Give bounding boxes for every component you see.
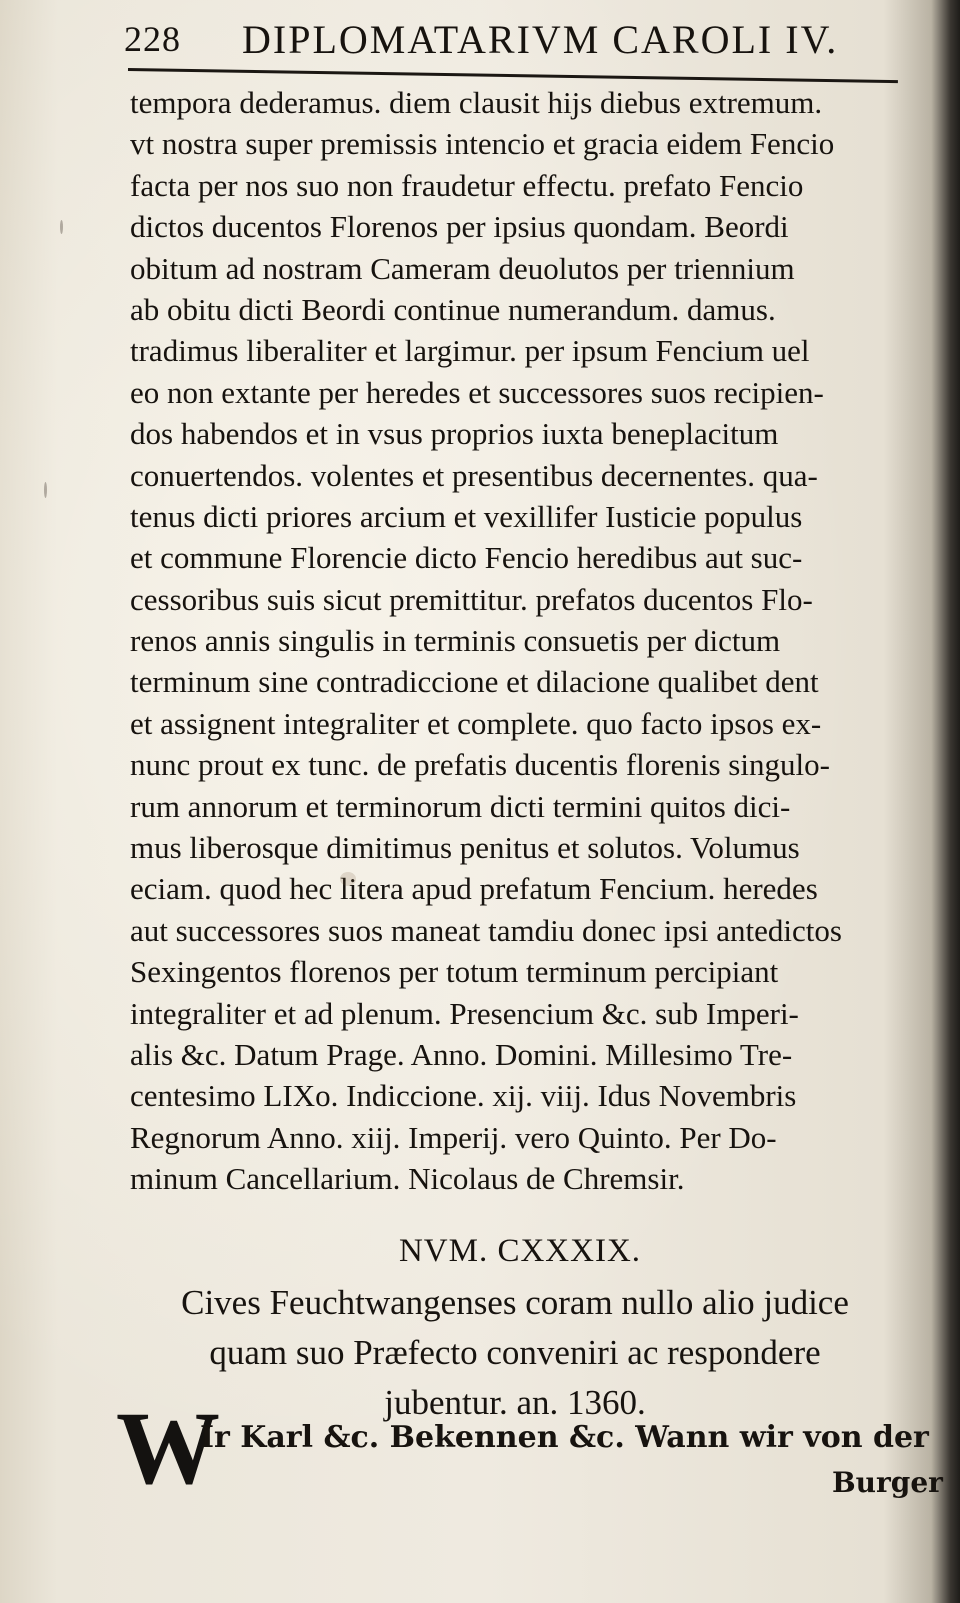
document-number-heading: NVM. CXXXIX. [398,1233,642,1269]
text-line: dictos ducentos Florenos per ipsius quondam. Beordi [130,209,789,245]
text-line: alis &c. Datum Prage. Anno. Domini. Millesimo Tre- [130,1036,793,1072]
text-line: terminum sine contradiccione et dilacione qualibet dent [130,664,819,700]
running-title: DIPLOMATARIVM CAROLI IV. [242,17,839,62]
summary-line: quam suo Præfecto conveniri ac respondere [209,1333,821,1372]
text-line: et commune Florencie dicto Fencio heredibus aut suc- [130,540,803,576]
text-line: minum Cancellarium. Nicolaus de Chremsir. [130,1161,685,1197]
text-line: aut successores suos maneat tamdiu donec ipsi antedictos [130,912,842,948]
text-line: tenus dicti priores arcium et vexillifer Iusticie populus [130,498,803,534]
text-line: rum annorum et terminorum dicti termini quitos dici- [130,788,791,824]
text-line: vt nostra super premissis intencio et gracia eidem Fencio [130,126,835,162]
text-line: mus liberosque dimitimus penitus et solutos. Volumus [130,830,800,866]
paper-stain [60,220,63,234]
text-line: ab obitu dicti Beordi continue numerandum. damus. [130,291,776,327]
text-line: facta per nos suo non fraudetur effectu. prefato Fencio [130,167,804,203]
catchword: Burger [832,1466,943,1499]
text-line: eo non extante per heredes et successores suos recipien- [130,374,824,410]
text-line: Sexingentos florenos per totum terminum percipiant [130,954,779,990]
header-rule [128,68,898,83]
text-line: et assignent integraliter et complete. quo facto ipsos ex- [130,705,822,741]
text-line: renos annis singulis in terminis consuetis per dictum [130,623,781,659]
text-line: integraliter et ad plenum. Presencium &c. sub Imperi- [130,995,799,1031]
text-line: nunc prout ex tunc. de prefatis ducentis florenis singulo- [130,747,830,783]
document-body [130,82,910,1200]
text-line: centesimo LIXo. Indiccione. xij. viij. Idus Novembris [130,1078,797,1114]
text-line: dos habendos et in vsus proprios iuxta beneplacitum [130,416,779,452]
summary-line: Cives Feuchtwangenses coram nullo alio judice [181,1283,849,1322]
text-line: tradimus liberaliter et largimur. per ipsum Fencium uel [130,333,810,369]
letter-first-line: Ir Karl &c. Bekennen &c. Wann wir von der [200,1420,929,1455]
drop-cap-initial: W [116,1391,220,1506]
page-number: 228 [124,19,181,59]
summary-line: jubentur. an. 1360. [384,1383,646,1422]
document-summary [110,1278,920,1428]
text-line: cessoribus suis sicut premittitur. prefatos ducentos Flo- [130,581,813,617]
text-line: conuertendos. volentes et presentibus decernentes. qua- [130,457,818,493]
text-line: tempora dederamus. diem clausit hijs diebus extremum. [130,85,823,120]
paper-stain [44,482,47,498]
paper-stain [340,872,356,886]
text-line: eciam. quod hec litera apud prefatum Fencium. heredes [130,871,818,907]
page-header [124,16,914,68]
text-line: Regnorum Anno. xiij. Imperij. vero Quinto. Per Do- [130,1119,777,1155]
text-line: obitum ad nostram Cameram deuolutos per triennium [130,250,795,286]
